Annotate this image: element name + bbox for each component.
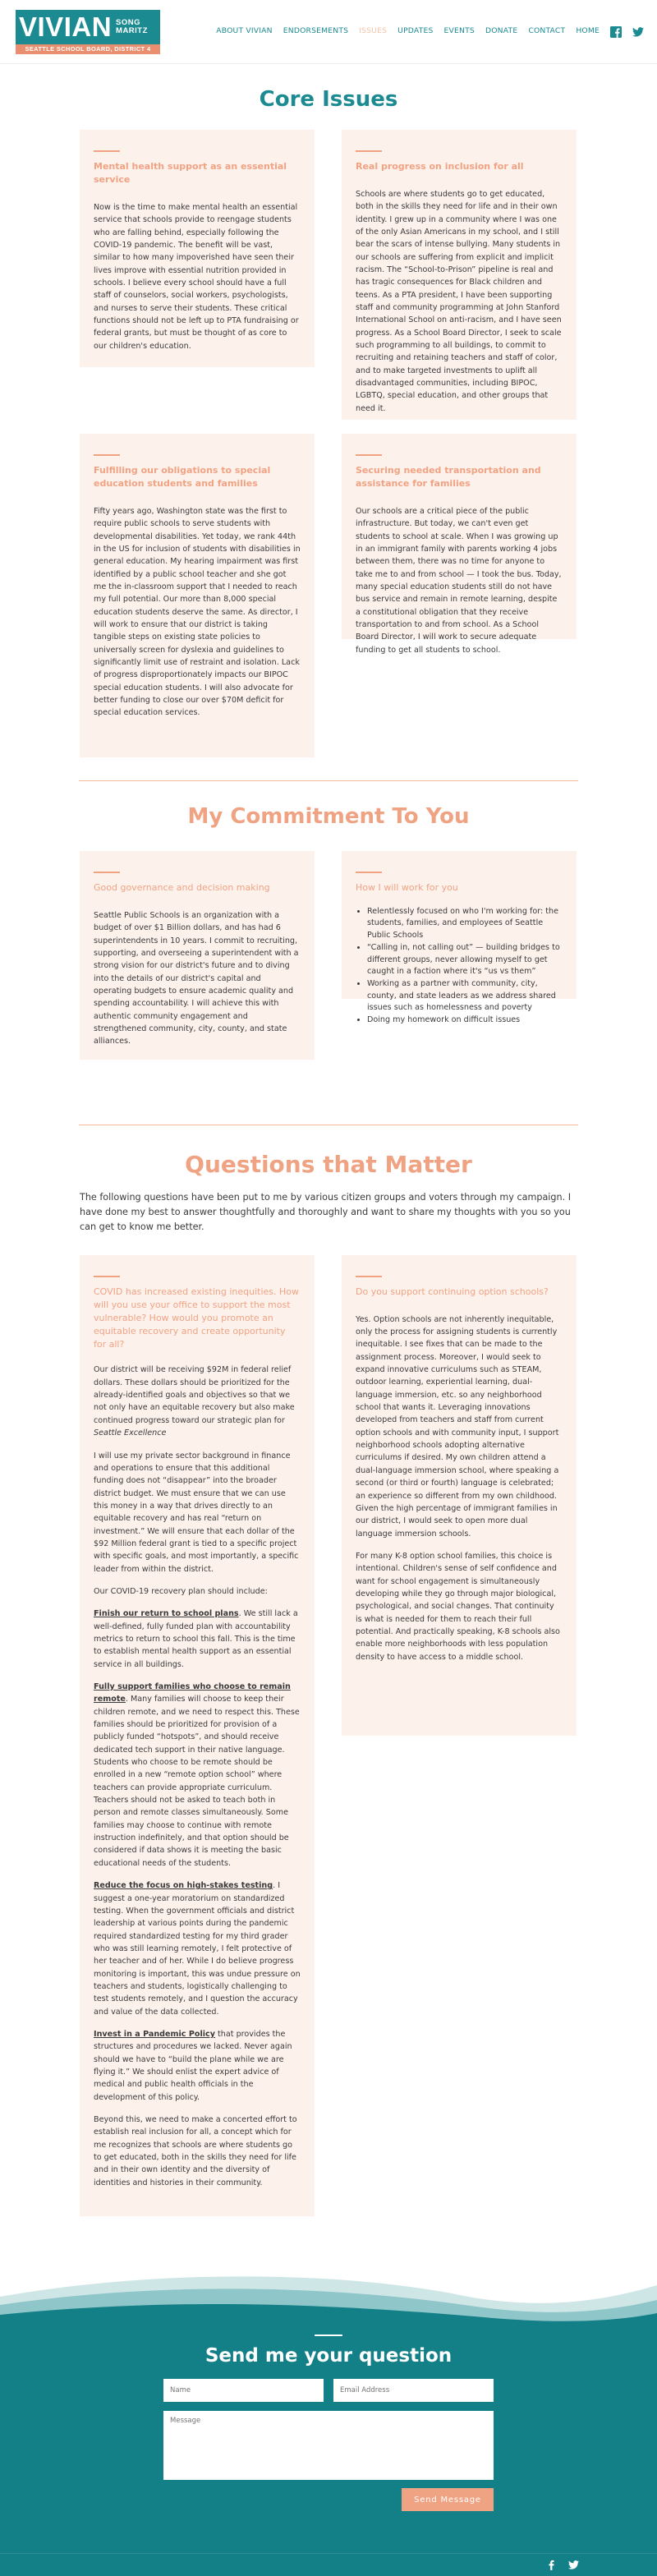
nav-home[interactable]: HOME [576, 26, 600, 36]
issue-card-special-education [80, 434, 315, 757]
commitment-heading: Good governance and decision making [94, 882, 270, 893]
contact-footer [0, 2330, 657, 2576]
footer-wave [0, 2264, 657, 2330]
send-message-button[interactable]: Send Message [402, 2488, 494, 2511]
site-logo[interactable] [16, 10, 160, 54]
name-field[interactable] [163, 2379, 324, 2402]
footer-accent-rule [315, 2334, 342, 2336]
card-accent-rule [356, 872, 382, 873]
email-field[interactable] [333, 2379, 494, 2402]
card-accent-rule [356, 150, 382, 152]
question-heading: Do you support continuing option schools? [356, 1286, 549, 1297]
commitment-body: Seattle Public Schools is an organization with a budget of over $1 Billion dollars, and has had 6 superintendents in 10 years. I commit to recruiting, supporting, and overseeing a superintendent with a strong vision for our district's future and to diving into the details of our district's capital and operating budgets to ensure academic quality and spending accountability. I will achieve this with authentic community engagement and strengthened community, city, county, and state alliances. [94, 910, 299, 1046]
issue-body: Our schools are a critical piece of the public infrastructure. But today, we can't even get students to school at scale. When I was growing up in an immigrant family with parents working 4 jobs between them, there was no time for anyone to take me to and from school — I took the bus. Today, many special education students still do not have bus service and remain in remote learning, despite a constitutional obligation that they receive transportation to and from school. As a School Board Director, I will work to secure adequate funding to get all students to school. [356, 506, 562, 655]
list-item: • Working as a partner with community, city, county, and state leaders as we address shared issues such as homelessness and poverty [367, 978, 563, 1014]
commitment-card-governance [80, 851, 315, 1060]
answer-paragraph: Beyond this, we need to make a concerted effort to establish real inclusion for all, a concept which for me recognizes that schools are where students go to get educated, both in the skills they need for life and in their own identity and the diversity of identities and histories in their community. [94, 2115, 297, 2187]
plan-item: Reduce the focus on high-stakes testing. I suggest a one-year moratorium on standardized testing. When the government officials and district leadership at various points during the pandemic required standardized testing for my third grader who was still learning remotely, I felt protective of her teacher and of her. While I do believe progress monitoring is important, this was undue pressure on teachers and students, logistically challenging to test students remotely, and I question the accuracy and value of the data collected. [94, 1881, 301, 2017]
question-card-covid [80, 1255, 315, 2216]
questions-intro: The following questions have been put to me by various citizen groups and voters through my campaign. I have done my best to answer thoughtfully and thoroughly and want to share my thoughts with you so you can get to know me better. [80, 1192, 572, 1232]
contact-title: Send me your question [204, 2344, 453, 2367]
answer-paragraph: For many K-8 option school families, this choice is intentional. Children's sense of self confidence and want for school engagement is simultaneously developing while they go through major biological, psychological, and social changes. That continuity is what is needed for them to reach their full potential. And practically speaking, K-8 schools also enable more neighborhoods with less population density to have access to a middle school. [356, 1551, 560, 1662]
issue-card-mental-health [80, 130, 315, 367]
commitment-title: My Commitment To You [187, 804, 470, 829]
issue-card-transportation [342, 434, 577, 655]
facebook-icon[interactable] [546, 2560, 557, 2570]
plan-item: Invest in a Pandemic Policy that provides the structures and procedures we lacked. Never again should we have to “build the plane while we are flying it.” We should enlist the expert advice of medical and public health officials in the development of this policy. [94, 2029, 292, 2102]
nav-events[interactable]: EVENTS [443, 26, 475, 36]
nav-updates[interactable]: UPDATES [397, 26, 434, 36]
answer-paragraph: Our COVID-19 recovery plan should include: [94, 1586, 268, 1596]
questions-title: Questions that Matter [185, 1151, 472, 1178]
logo-tagline: SEATTLE SCHOOL BOARD, DISTRICT 4 [25, 44, 151, 53]
card-accent-rule [94, 872, 120, 873]
question-heading: COVID has increased existing inequities. How will you use your office to support the most vulnerable? How would you promote an equitable recovery and create opportunity for all? [94, 1286, 300, 1350]
questions-row [0, 1255, 657, 2216]
list-item: • Doing my homework on difficult issues [367, 1014, 563, 1026]
commitment-row [0, 851, 657, 1060]
site-header [0, 0, 657, 64]
card-accent-rule [94, 1276, 120, 1277]
contact-form [163, 2379, 494, 2512]
section-divider [79, 780, 578, 781]
answer-paragraph: I will use my private sector background in finance and operations to ensure that this additional funding does not “disappear” into the broader district budget. We must ensure that we can use this money in a way that drives directly to an equitable recovery and has real “return on investment.” We will ensure that each dollar of the $92 Million federal grant is tied to a specific project with specific goals, and most importantly, a specific leader from within the district. [94, 1451, 299, 1574]
nav-issues[interactable]: ISSUES [359, 26, 388, 36]
core-issues-row-2 [0, 434, 657, 757]
footer-social [546, 2560, 579, 2570]
twitter-icon[interactable] [632, 26, 644, 38]
issue-card-inclusion [342, 130, 577, 420]
list-item: • “Calling in, not calling out” — building bridges to different groups, never allowing myself to get caught in a faction where it's “us vs them” [367, 942, 563, 978]
nav-donate[interactable]: DONATE [485, 26, 518, 36]
card-accent-rule [356, 1276, 382, 1277]
issue-heading: Securing needed transportation and assistance for families [356, 465, 541, 489]
answer-paragraph: Yes. Option schools are not inherently inequitable, only the process for assigning students is currently inequitable. I see fixes that can be made to the assignment process. Moreover, I would seek to expand innovative curriculums such as STEAM, outdoor learning, experiential learning, dual-language immersion, etc. so any neighborhood school that wants it. Leveraging innovations developed from teachers and staff from current option schools and with community input, I support neighborhood schools adopting alternative curriculums if desired. My own children attend a dual-language immersion school, where speaking a second (or third or fourth) language is celebrated; an experience so different from my own childhood. Given the high percentage of immigrant families in our district, I would seek to open more dual language immersion schools. [356, 1314, 559, 1539]
message-field[interactable] [163, 2411, 494, 2480]
issue-body: Fifty years ago, Washington state was the first to require public schools to serve students with developmental disabilities. Yet today, we rank 44th in the US for inclusion of students with disabilities in general education. My hearing impairment was first identified by a public school teacher and she got me the in-classroom support that I needed to reach my full potential. Our more than 8,000 special education students deserve the same. As director, I will work to ensure that our district is taking tangible steps on existing state policies to universally screen for dyslexia and guidelines to significantly limit use of restraint and isolation. Lack of progress disproportionately impacts our BIPOC special education students. I will also advocate for better funding to close our over $70M deficit for special education services. [94, 506, 301, 718]
commitment-card-how-i-work [342, 851, 577, 1025]
issue-heading: Real progress on inclusion for all [356, 161, 524, 172]
card-accent-rule [94, 454, 120, 456]
logo-name: VIVIAN [19, 12, 113, 42]
core-issues-title: Core Issues [259, 87, 398, 112]
card-accent-rule [356, 454, 382, 456]
nav-contact[interactable]: CONTACT [528, 26, 566, 36]
main-nav [205, 25, 644, 37]
plan-item: Finish our return to school plans. We still lack a well-defined, fully funded plan with accountability metrics to return to school this fall. This is the time to establish mental health support as an essential service in all buildings. [94, 1609, 298, 1669]
list-item: • Relentlessly focused on who I'm working for: the students, families, and employees of Seattle Public Schools [367, 906, 563, 941]
answer-paragraph: Our district will be receiving $92M in federal relief dollars. These dollars should be prioritized for the already-identified goals and objectives so that we not only have an equitable recovery but also make continued progress toward our strategic plan for Seattle Excellence [94, 1365, 295, 1438]
issue-body: Now is the time to make mental health an essential service that schools provide to reengage students who are falling behind, especially following the COVID-19 pandemic. The benefit will be vast, similar to how many impoverished have seen their lives improve with essential nutrition provided in schools. I believe every school should have a full staff of counselors, social workers, psychologists, and nurses to serve their students. These critical functions should not be left up to PTA fundraising or federal grants, but must be thought of as core to our children's education. [94, 202, 299, 351]
issue-heading: Fulfilling our obligations to special education students and families [94, 465, 271, 489]
nav-about[interactable]: ABOUT VIVIAN [216, 26, 273, 36]
nav-endorsements[interactable]: ENDORSEMENTS [283, 26, 349, 36]
twitter-icon[interactable] [568, 2560, 579, 2570]
plan-item: Fully support families who choose to remain remote. Many families will choose to keep their children remote, and we need to respect this. These families should be prioritized for provision of a publicly funded “hotspots”, and should receive dedicated tech support in their native language. Students who choose to be remote should be enrolled in a new “remote option school” where teachers can provide appropriate curriculum. Teachers should not be asked to teach both in person and remote classes simultaneously. Some families may choose to continue with remote instruction indefinitely, and that option should be considered if data shows it is meeting the basic educational needs of the students. [94, 1682, 300, 1868]
card-accent-rule [94, 150, 120, 152]
logo-subname: SONG MARITZ [116, 17, 148, 35]
question-card-option-schools [342, 1255, 577, 1736]
core-issues-row-1 [0, 130, 657, 420]
commitment-list [356, 906, 563, 1027]
issue-body: Schools are where students go to get educated, both in the skills they need for life and in their own identity. I grew up in a community where I was one of the only Asian Americans in my school, and I still bear the scars of intense bullying. Many students in our schools are suffering from explicit and implicit racism. The “School-to-Prison” pipeline is real and has tragic consequences for Black children and teens. As a PTA president, I have been supporting staff and community programming at John Stanford International School on anti-racism, and I have seen progress. As a School Board Director, I seek to scale such programming to all buildings, to commit to recruiting and retaining teachers and staff of color, and to make targeted investments to uplift all disadvantaged communities, including BIPOC, LGBTQ, special education, and other groups that need it. [356, 189, 562, 413]
facebook-icon[interactable] [610, 26, 622, 38]
issue-heading: Mental health support as an essential service [94, 161, 287, 185]
commitment-heading: How I will work for you [356, 882, 458, 893]
